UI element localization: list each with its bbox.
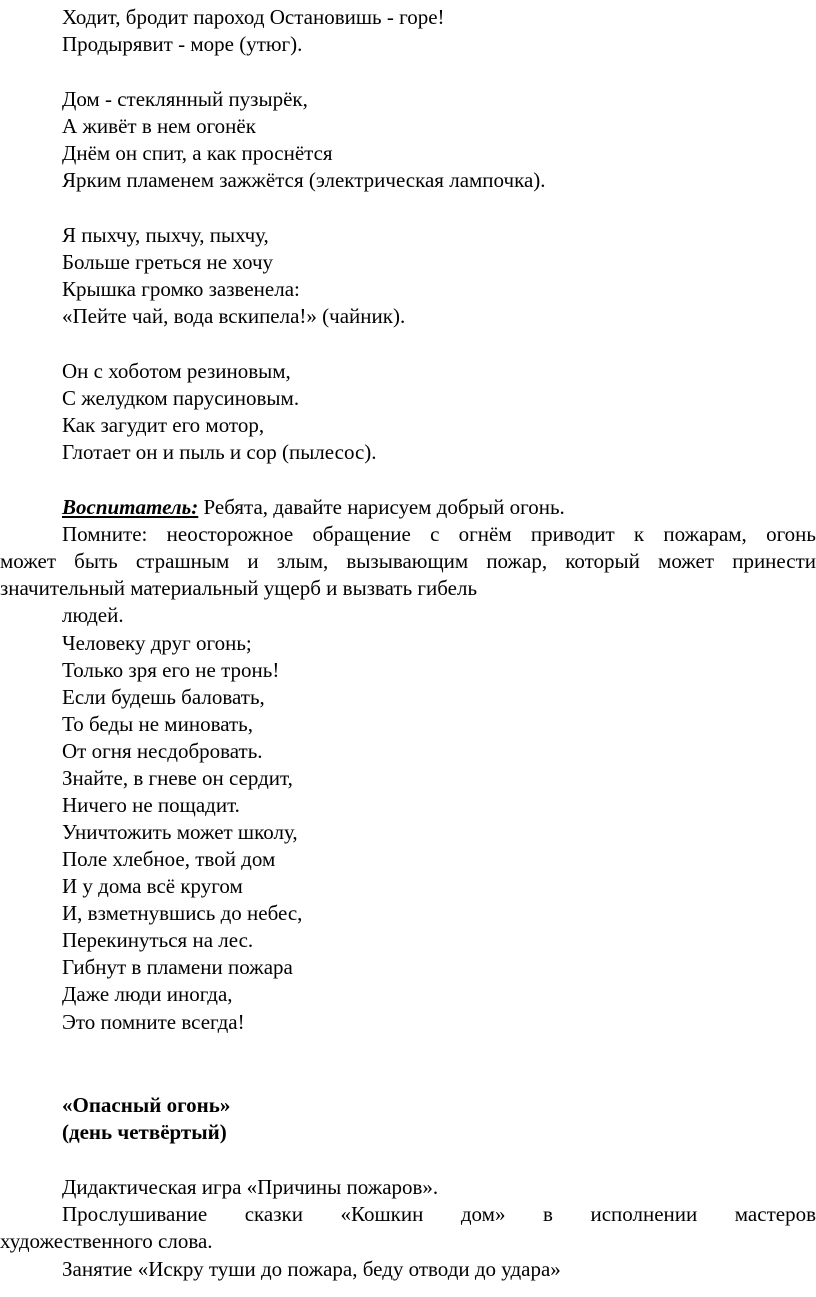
activity-listening-line-2: художественного слова. <box>0 1229 213 1253</box>
riddle-3-line-1: Я пыхчу, пыхчу, пыхчу, <box>62 223 269 247</box>
section-title: «Опасный огонь» <box>62 1093 231 1117</box>
riddle-4-line-1: Он с хоботом резиновым, <box>62 359 291 383</box>
poem-line: И, взметнувшись до небес, <box>62 901 303 925</box>
riddle-4-line-4: Глотает он и пыль и сор (пылесос). <box>62 440 377 464</box>
teacher-line <box>62 494 565 520</box>
poem-line: Даже люди иногда, <box>62 982 233 1006</box>
riddle-1-line-1: Ходит, бродит пароход Остановишь - горе! <box>62 5 445 29</box>
poem-line: Ничего не пощадит. <box>62 793 240 817</box>
activity-lesson: Занятие «Искру туши до пожара, беду отводи до удара» <box>62 1257 561 1281</box>
activity-game: Дидактическая игра «Причины пожаров». <box>62 1175 439 1199</box>
poem-line: То беды не миновать, <box>62 712 253 736</box>
poem-line: Знайте, в гневе он сердит, <box>62 766 293 790</box>
warning-line-1: Помните: неосторожное обращение с огнём приводит к пожарам, огонь <box>62 522 816 546</box>
poem-line: Перекинуться на лес. <box>62 928 254 952</box>
riddle-4-line-2: С желудком парусиновым. <box>62 386 300 410</box>
warning-line-4: людей. <box>62 603 124 627</box>
riddle-1-line-2: Продырявит - море (утюг). <box>62 32 303 56</box>
activity-listening-line-1: Прослушивание сказки «Кошкин дом» в исполнении мастеров <box>62 1202 816 1226</box>
poem-line: Гибнут в пламени пожара <box>62 955 293 979</box>
riddle-3-line-2: Больше греться не хочу <box>62 250 274 274</box>
speaker-label: Воспитатель: <box>62 495 199 519</box>
poem-line: Поле хлебное, твой дом <box>62 847 276 871</box>
poem-line: Человеку друг огонь; <box>62 631 252 655</box>
riddle-3-line-3: Крышка громко зазвенела: <box>62 277 300 301</box>
warning-line-2: может быть страшным и злым, вызывающим пожар, который может принести <box>0 549 816 573</box>
poem-line: И у дома всё кругом <box>62 874 243 898</box>
poem-line: Если будешь баловать, <box>62 685 265 709</box>
poem-line: Только зря его не тронь! <box>62 658 280 682</box>
teacher-text: Ребята, давайте нарисуем добрый огонь. <box>198 495 565 519</box>
riddle-4-line-3: Как загудит его мотор, <box>62 413 265 437</box>
warning-line-3: значительный материальный ущерб и вызвать гибель <box>0 576 478 600</box>
section-subtitle: (день четвёртый) <box>62 1120 227 1144</box>
riddle-2-line-4: Ярким пламенем зажжётся (электрическая лампочка). <box>62 168 546 192</box>
riddle-2-line-2: А живёт в нем огонёк <box>62 114 256 138</box>
riddle-3-line-4: «Пейте чай, вода вскипела!» (чайник). <box>62 304 406 328</box>
poem-line: Уничтожить может школу, <box>62 820 298 844</box>
poem-line: От огня несдобровать. <box>62 739 263 763</box>
riddle-2-line-3: Днём он спит, а как проснётся <box>62 141 333 165</box>
poem-line: Это помните всегда! <box>62 1010 245 1034</box>
riddle-2-line-1: Дом - стеклянный пузырёк, <box>62 87 308 111</box>
